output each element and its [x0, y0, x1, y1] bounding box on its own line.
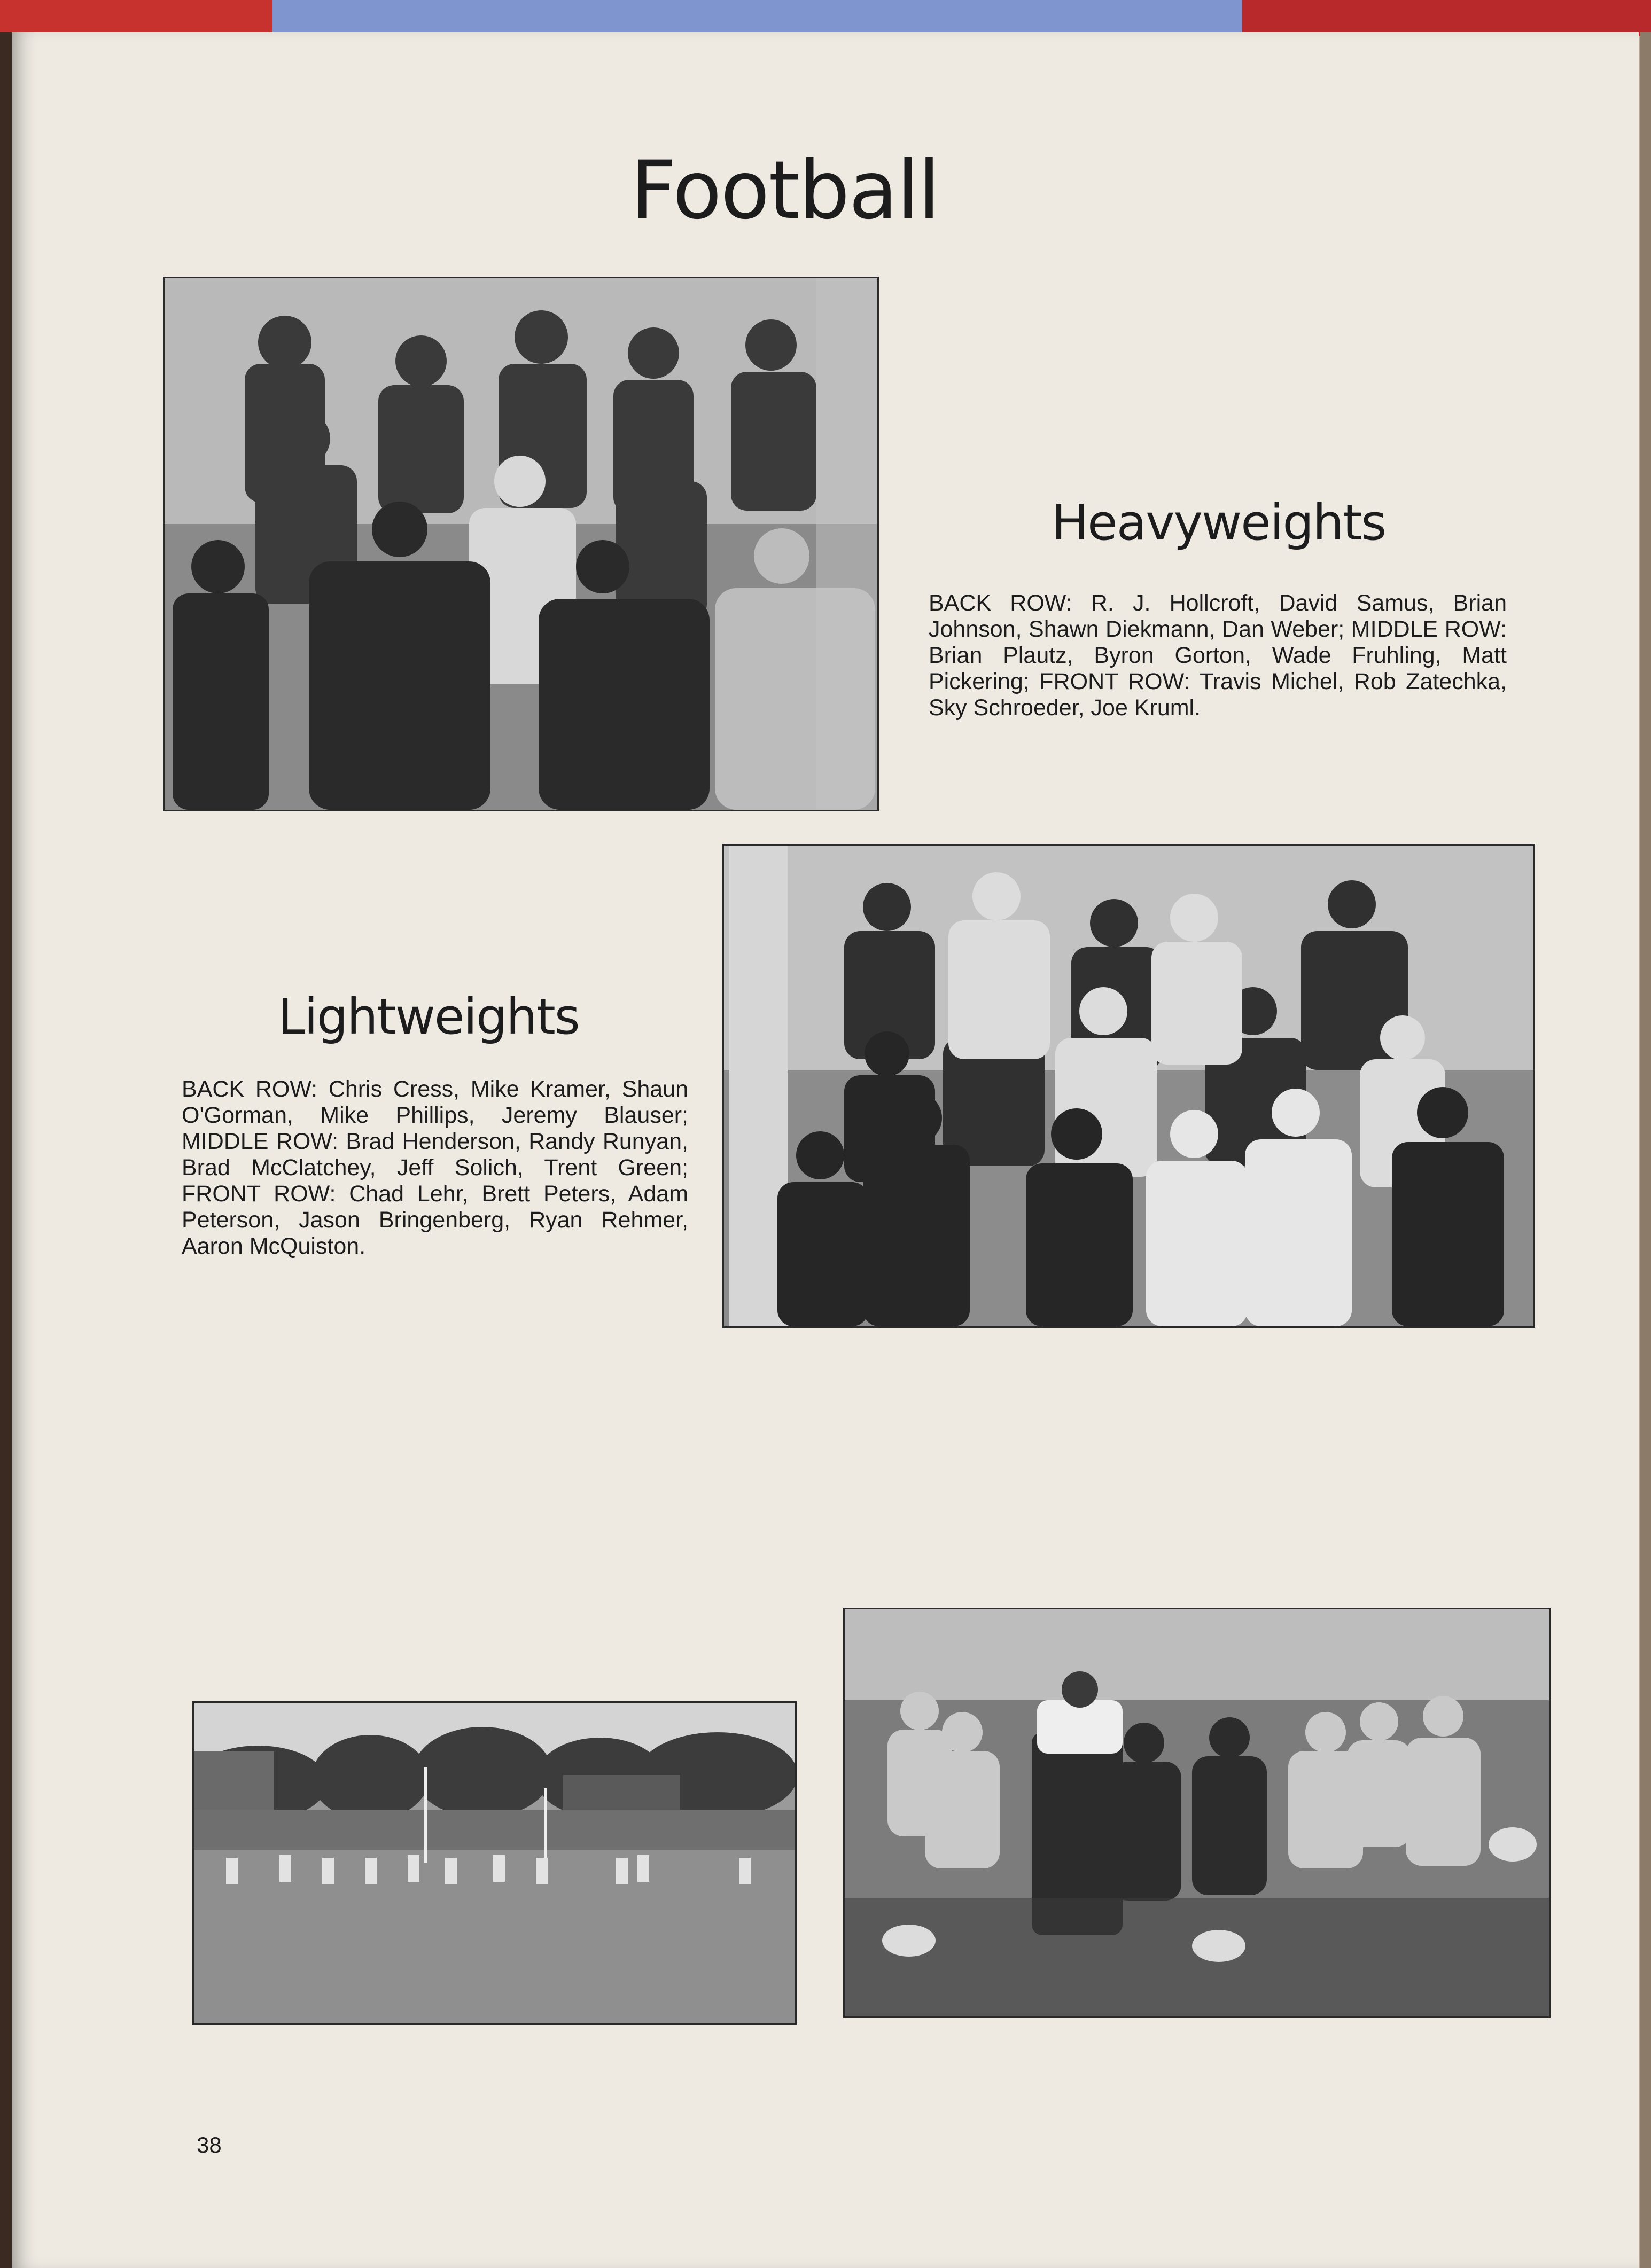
binding-strip: [0, 0, 1651, 36]
binding-blue: [272, 0, 1242, 36]
heavyweights-team-photo: [163, 277, 879, 811]
lightweights-heading: Lightweights: [278, 988, 579, 1045]
lightweights-team-photo: [722, 844, 1535, 1328]
heavyweights-heading: Heavyweights: [1052, 494, 1386, 551]
page-edge: [1640, 32, 1651, 2268]
binding-red-left: [0, 0, 272, 36]
page-title: Football: [630, 144, 939, 237]
sideline-huddle-photo: [843, 1608, 1551, 2018]
lightweights-caption: BACK ROW: Chris Cress, Mike Kramer, Shaun O'Gorman, Mike Phillips, Jeremy Blauser; MIDDLE ROW: Brad Henderson, Randy Runyan, Brad McClatchey, Jeff Solich, Trent Green; FRONT ROW: Chad Lehr, Brett Peters, Adam Peterson, Jason Bringenberg, Ryan Rehmer, Aaron McQuiston.: [182, 1076, 688, 1259]
heavyweights-caption: BACK ROW: R. J. Hollcroft, David Samus, Brian Johnson, Shawn Diekmann, Dan Weber; MIDDLE ROW: Brian Plautz, Byron Gorton, Wade Fruhling, Matt Pickering; FRONT ROW: Travis Michel, Rob Zatechka, Sky Schroeder, Joe Kruml.: [929, 590, 1507, 721]
game-action-photo: [192, 1701, 797, 2025]
page-gutter: [0, 32, 12, 2268]
binding-red-right: [1242, 0, 1651, 36]
page-number: 38: [197, 2132, 222, 2157]
